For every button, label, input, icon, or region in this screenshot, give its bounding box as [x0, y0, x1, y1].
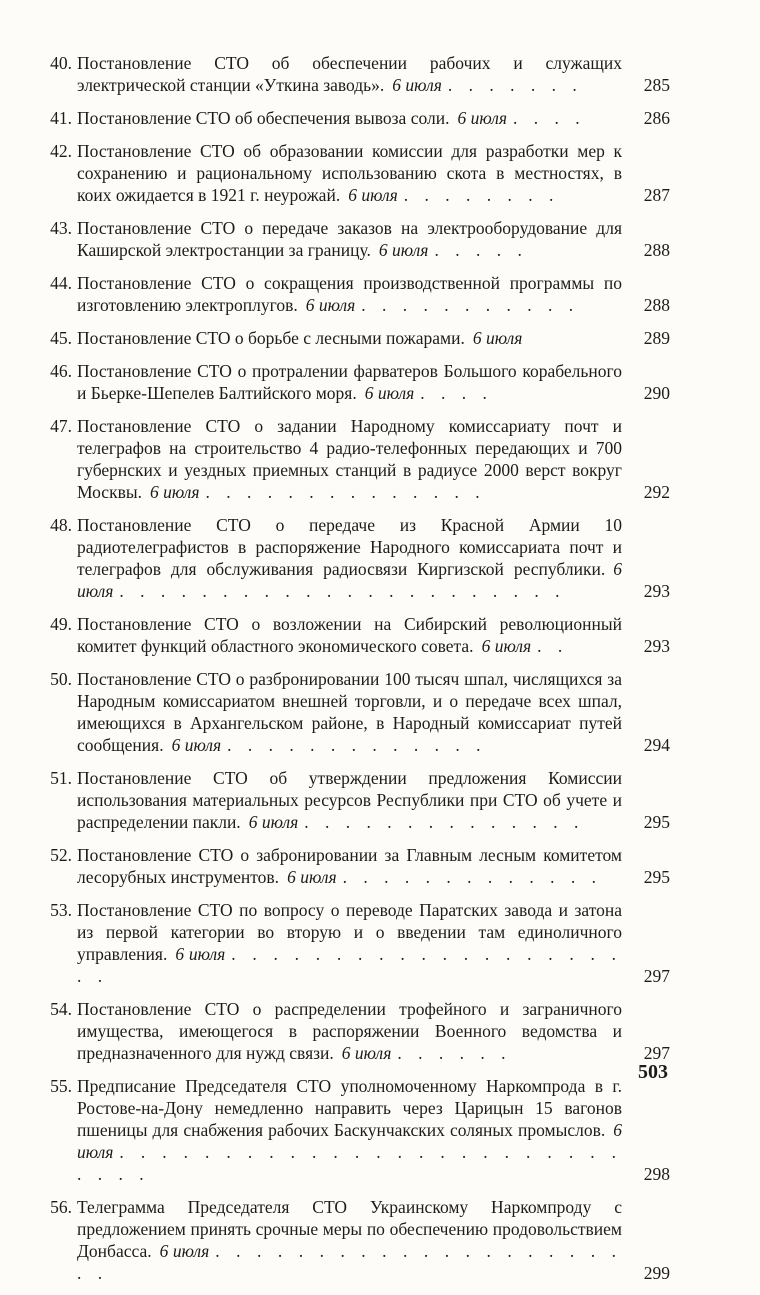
entry-body: [77, 52, 622, 96]
entry-number: 46.: [50, 361, 72, 381]
entry-date: 6 июля: [159, 1241, 210, 1261]
entry-body: [77, 217, 622, 261]
entry-date: 6 июля: [348, 185, 398, 205]
entry-title: Постановление СТО о передаче заказов на электрооборудование для Каширской электростанции за границу.: [77, 218, 622, 260]
entry-title: Телеграмма Председателя СТО Украинскому Наркомпроду с предложением принять срочные меры по обеспечению продовольствием Донбасса.: [77, 1197, 622, 1261]
toc-entry: [30, 1075, 670, 1185]
entry-page-number: 295: [643, 812, 670, 832]
entry-number: 45.: [50, 328, 72, 348]
entry-leader-dots: . . . . . . . .: [403, 185, 560, 205]
entry-leader-dots: . . . .: [420, 383, 493, 403]
entry-body: [77, 1196, 622, 1284]
entry-date: 6 июля: [392, 75, 442, 95]
entry-date: 6 июля: [175, 944, 226, 964]
entry-page-number: 289: [643, 328, 670, 348]
entry-body: [77, 327, 622, 349]
entry-date: 6 июля: [305, 295, 356, 315]
entry-body: [77, 844, 622, 888]
entry-number: 50.: [50, 669, 72, 689]
entry-number: 49.: [50, 614, 72, 634]
toc-entry: [30, 514, 670, 602]
toc-entry: [30, 998, 670, 1064]
entry-title: Предписание Председателя СТО уполномоченному Наркомпрода в г. Ростове-на-Дону немедленно направить через Царицын 15 вагонов пшеницы для снабжения рабочих Баскунчакских соляных промыслов.: [77, 1076, 622, 1140]
entry-title: Постановление СТО об обеспечения вывоза соли.: [77, 108, 450, 128]
toc-entry: [30, 360, 670, 404]
entry-number: 53.: [50, 900, 72, 920]
toc-entry: [30, 613, 670, 657]
toc-entry: [30, 217, 670, 261]
entry-page-number: 288: [643, 240, 670, 260]
table-of-contents: [30, 52, 670, 1295]
page-number: 503: [638, 1061, 668, 1083]
entry-title: Постановление СТО о возложении на Сибирский революционный комитет функций областного экономического совета.: [77, 614, 622, 656]
entry-leader-dots: . . . .: [513, 108, 586, 128]
entry-title: Постановление СТО о задании Народному комиссариату почт и телеграфов на строительство 4 радио-телефонных передающих и 700 губернских и уездных приемных станций в радиусе 2000 верст вокруг Москвы.: [77, 416, 622, 502]
entry-number: 47.: [50, 416, 72, 436]
entry-date: 6 июля: [77, 559, 622, 601]
entry-title: Постановление СТО по вопросу о переводе Паратских завода и затона из первой категории во вторую и о введении там единоличного управления.: [77, 900, 622, 964]
entry-number: 51.: [50, 768, 72, 788]
entry-title: Постановление СТО о протралении фарватеров Большого корабельного и Бьерке-Шепелев Балтийского моря.: [77, 361, 622, 403]
entry-date: 6 июля: [364, 383, 415, 403]
entry-date: 6 июля: [457, 108, 508, 128]
entry-leader-dots: . . . . . . . . . . . . . . . . . . . . . . . . . . . .: [77, 1142, 622, 1184]
entry-date: 6 июля: [149, 482, 200, 502]
entry-body: [77, 767, 622, 833]
entry-page-number: 288: [643, 295, 670, 315]
entry-body: [77, 360, 622, 404]
entry-page-number: 293: [643, 581, 670, 601]
toc-entry: [30, 52, 670, 96]
entry-page-number: 298: [643, 1164, 670, 1184]
entry-body: [77, 107, 622, 129]
entry-title: Постановление СТО о разбронировании 100 тысяч шпал, числящихся за Народным комиссариатом внешней торговли, и о передаче всех шпал, имеющихся в Архангельском районе, в Народный комиссариат путей сообщения.: [77, 669, 622, 755]
entry-number: 43.: [50, 218, 72, 238]
entry-title: Постановление СТО о передаче из Красной Армии 10 радиотелеграфистов в распоряжение Народного комиссариата почт и телеграфов для обслуживания радиосвязи Киргизской республики.: [77, 515, 622, 579]
entry-body: [77, 613, 622, 657]
entry-page-number: 294: [643, 735, 670, 755]
entry-leader-dots: . . . . . . .: [447, 75, 583, 95]
toc-entry: [30, 107, 670, 129]
entry-title: Постановление СТО о борьбе с лесными пожарами.: [77, 328, 465, 348]
entry-leader-dots: . . . . . . . . . . . . . .: [304, 812, 585, 832]
entry-body: [77, 899, 622, 987]
entry-page-number: 293: [643, 636, 670, 656]
toc-entry: [30, 668, 670, 756]
entry-number: 40.: [50, 53, 72, 73]
entry-body: [77, 998, 622, 1064]
entry-leader-dots: . . . . . . . . . . . . . . . . . . . . .: [77, 944, 623, 986]
toc-entry: [30, 272, 670, 316]
entry-number: 44.: [50, 273, 72, 293]
entry-leader-dots: . . . . . . . . . . . . . . . . . . . . . .: [119, 581, 566, 601]
entry-leader-dots: . . . . . . . . . . .: [361, 295, 580, 315]
toc-entry: [30, 767, 670, 833]
entry-date: 6 июля: [341, 1043, 392, 1063]
entry-leader-dots: . . . . . .: [397, 1043, 512, 1063]
entry-page-number: 287: [643, 185, 670, 205]
entry-leader-dots: . . . . .: [434, 240, 528, 260]
entry-body: [77, 140, 622, 206]
entry-page-number: 292: [643, 482, 670, 502]
entry-leader-dots: . . . . . . . . . . . . . . . . . . . . . .: [77, 1241, 622, 1283]
entry-body: [77, 668, 622, 756]
entry-title: Постановление СТО об обеспечении рабочих и служащих электрической станции «Уткина заводь».: [77, 53, 622, 95]
entry-number: 41.: [50, 108, 72, 128]
toc-entry: [30, 327, 670, 349]
entry-page-number: 290: [643, 383, 670, 403]
toc-entry: [30, 1196, 670, 1284]
entry-number: 55.: [50, 1076, 72, 1096]
toc-entry: [30, 844, 670, 888]
entry-title: Постановление СТО об образовании комиссии для разработки мер к сохранению и рациональному использованию скота в местностях, в коих ожидается в 1921 г. неурожай.: [77, 141, 622, 205]
entry-page-number: 297: [643, 966, 670, 986]
entry-title: Постановление СТО о забронировании за Главным лесным комитетом лесорубных инструментов.: [77, 845, 622, 887]
entry-number: 48.: [50, 515, 72, 535]
entry-title: Постановление СТО о распределении трофейного и заграничного имущества, имеющегося в распоряжении Военного ведомства и предназначенного для нужд связи.: [77, 999, 622, 1063]
entry-body: [77, 514, 622, 602]
entry-leader-dots: . . . . . . . . . . . . .: [342, 867, 602, 887]
entry-date: 6 июля: [77, 1120, 622, 1162]
entry-page-number: 286: [643, 108, 670, 128]
entry-page-number: 295: [643, 867, 670, 887]
entry-body: [77, 272, 622, 316]
toc-entry: [30, 899, 670, 987]
entry-date: 6 июля: [481, 636, 532, 656]
entry-date: 6 июля: [378, 240, 429, 260]
entry-number: 54.: [50, 999, 72, 1019]
entry-body: [77, 415, 622, 503]
entry-number: 52.: [50, 845, 72, 865]
entry-leader-dots: . . . . . . . . . . . . . .: [205, 482, 486, 502]
entry-date: 6 июля: [171, 735, 222, 755]
toc-entry: [30, 415, 670, 503]
entry-page-number: 297: [643, 1043, 670, 1063]
entry-date: 6 июля: [472, 328, 523, 348]
entry-leader-dots: . .: [537, 636, 569, 656]
entry-date: 6 июля: [248, 812, 299, 832]
entry-body: [77, 1075, 622, 1185]
entry-title: Постановление СТО об утверждении предложения Комиссии использования материальных ресурсов Республики при СТО об учете и распределении пакли.: [77, 768, 622, 832]
entry-number: 42.: [50, 141, 72, 161]
entry-date: 6 июля: [287, 867, 337, 887]
entry-title: Постановление СТО о сокращения производственной программы по изготовлению электроплугов.: [77, 273, 622, 315]
entry-page-number: 285: [643, 75, 670, 95]
toc-entry: [30, 140, 670, 206]
entry-leader-dots: . . . . . . . . . . . . .: [227, 735, 487, 755]
entry-number: 56.: [50, 1197, 72, 1217]
entry-page-number: 299: [643, 1263, 670, 1283]
